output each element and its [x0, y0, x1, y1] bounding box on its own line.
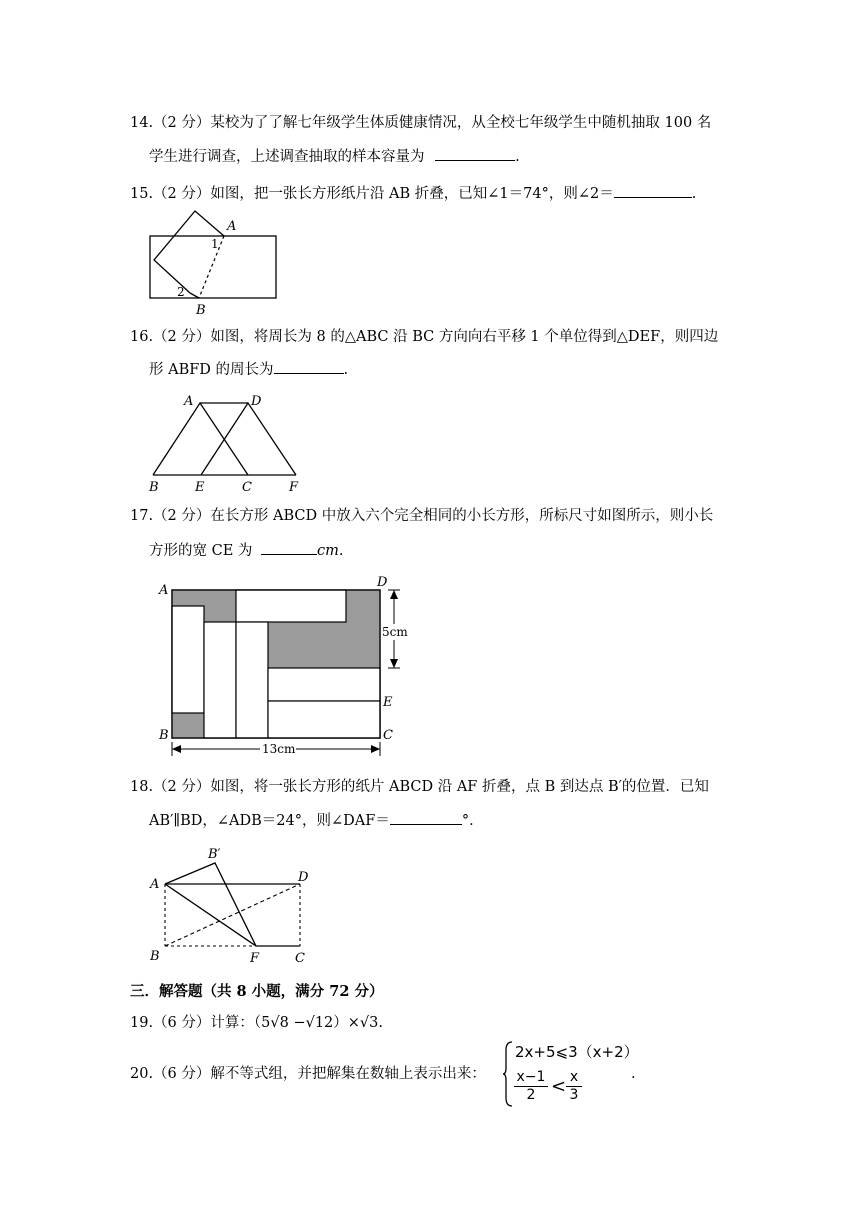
- q17-label-c: C: [383, 728, 393, 743]
- q16-line2-text: 形 ABFD 的周长为: [149, 362, 274, 378]
- q17-label-d: D: [377, 575, 388, 590]
- q15-angle-1: 1: [211, 237, 219, 251]
- q14-line2: [149, 146, 520, 167]
- q20-end: .: [631, 1066, 636, 1082]
- q17-answer-blank: [261, 540, 317, 555]
- q17-small-rect-2: [172, 606, 204, 713]
- q17-small-rect-6: [268, 701, 380, 738]
- q17-unit: cm.: [317, 543, 344, 559]
- q14-line1: 14.（2 分）某校为了了解七年级学生体质健康情况，从全校七年级学生中随机抽取 100 名: [130, 115, 712, 131]
- q18-figure: [140, 840, 330, 968]
- q18-label-f: F: [250, 951, 260, 966]
- q18-line2: [149, 810, 484, 831]
- q16-label-e: E: [195, 480, 205, 495]
- section-3-heading: 三．解答题（共 8 小题，满分 72 分）: [130, 983, 384, 1000]
- q18-end: °．: [461, 813, 484, 829]
- q20-fraction-1-denominator: 2: [514, 1086, 548, 1103]
- q19-line: 19.（6 分）计算：（5√8 −√12）×√3.: [130, 1015, 384, 1031]
- q15-end: .: [691, 186, 697, 202]
- q17-line2-text: 方形的宽 CE 为: [149, 543, 253, 559]
- q18-label-c: C: [295, 951, 305, 966]
- q16-answer-blank: [274, 359, 344, 374]
- q14-end: .: [515, 149, 520, 165]
- q17-arrow-left: [172, 745, 181, 753]
- q17-label-e: E: [383, 695, 393, 710]
- q17-arrow-right: [371, 745, 380, 753]
- q18-label-a: A: [150, 877, 160, 892]
- q16-label-a: A: [184, 394, 194, 409]
- q18-label-d: D: [298, 870, 309, 885]
- q17-arrow-down: [390, 659, 398, 668]
- q17-label-a: A: [159, 583, 169, 598]
- q17-small-rect-5: [268, 668, 380, 701]
- q14-answer-blank: [435, 146, 515, 161]
- q16-label-f: F: [289, 480, 299, 495]
- q20-less-than: <: [551, 1076, 567, 1097]
- q17-dim-bottom-label: 13cm: [262, 742, 296, 756]
- q15-figure: [140, 208, 290, 320]
- q15-angle-2: 2: [177, 285, 185, 299]
- q20-fraction-2-numerator: x: [569, 1069, 579, 1085]
- q20-fraction-2-denominator: 3: [566, 1086, 582, 1103]
- q15-edge: [190, 293, 199, 298]
- q15-label-b: B: [196, 303, 206, 318]
- q16-figure: [140, 388, 310, 496]
- q15-line1-text: 15.（2 分）如图，把一张长方形纸片沿 AB 折叠，已知∠1＝74°，则∠2＝: [130, 186, 614, 202]
- q20-fraction-2: [566, 1069, 582, 1103]
- q15-label-a: A: [227, 219, 237, 234]
- q17-line2: [149, 540, 344, 561]
- q16-label-c: C: [242, 480, 252, 495]
- q16-line2: [149, 359, 348, 380]
- q18-line2-text: AB′∥BD，∠ADB＝24°，则∠DAF＝: [149, 813, 390, 829]
- q17-small-rect-1: [236, 590, 346, 622]
- q16-label-b: B: [149, 480, 159, 495]
- q18-fold-af: [165, 884, 256, 946]
- q17-label-b: B: [159, 728, 169, 743]
- q17-small-rect-4: [236, 622, 268, 738]
- q15-answer-blank: [614, 183, 692, 198]
- q20-brace: [502, 1040, 514, 1108]
- q20-line: 20.（6 分）解不等式组，并把解集在数轴上表示出来：: [130, 1066, 486, 1082]
- q18-label-bprime: B′: [208, 847, 221, 862]
- q17-small-rect-3: [204, 622, 236, 738]
- q15-folded-part: [154, 211, 224, 293]
- q18-folded-part: [165, 863, 256, 946]
- q16-triangle-def: [201, 403, 296, 475]
- q18-line1: 18.（2 分）如图，将一张长方形的纸片 ABCD 沿 AF 折叠，点 B 到达点 B′的位置．已知: [130, 779, 709, 795]
- q17-dim-right-label: 5cm: [382, 625, 408, 639]
- q20-fraction-1: [514, 1069, 548, 1103]
- q20-inequality-1: 2x+5⩽3（x+2）: [515, 1043, 639, 1061]
- q16-label-d: D: [251, 394, 262, 409]
- q16-line1: 16.（2 分）如图，将周长为 8 的△ABC 沿 BC 方向向右平移 1 个单位得到△DEF，则四边: [130, 329, 719, 345]
- q17-shade-bottom-left: [172, 713, 204, 738]
- q16-triangle-abc: [153, 403, 248, 475]
- q18-diagonal-bd: [165, 884, 300, 946]
- q16-end: .: [343, 362, 349, 378]
- q18-label-b: B: [150, 949, 160, 964]
- q17-line1: 17.（2 分）在长方形 ABCD 中放入六个完全相同的小长方形，所标尺寸如图所示，则小长: [130, 508, 714, 524]
- q20-fraction-1-numerator: x−1: [516, 1069, 546, 1085]
- q15-line1: [130, 183, 696, 204]
- q18-answer-blank: [390, 810, 462, 825]
- q17-figure: [150, 572, 430, 762]
- q14-line2-text: 学生进行调查，上述调查抽取的样本容量为: [149, 149, 425, 165]
- q17-arrow-up: [390, 590, 398, 599]
